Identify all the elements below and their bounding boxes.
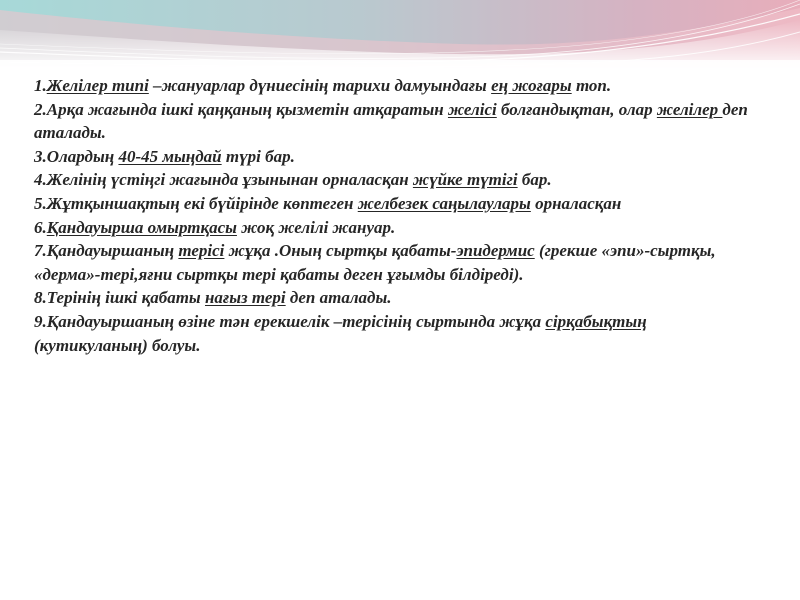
numbered-paragraph-2 — [34, 98, 764, 145]
text-segment: деп аталады. — [285, 288, 392, 308]
decorative-wave-banner — [0, 0, 800, 72]
text-segment: болғандықтан, олар — [496, 99, 657, 119]
numbered-paragraph-3 — [34, 145, 764, 169]
text-segment: (кутикуланың) болуы. — [34, 335, 201, 355]
text-segment: орналасқан — [530, 193, 622, 213]
text-segment: –жануарлар дүниесінің тарихи дамуындағы — [148, 76, 492, 95]
text-segment: 7.Қандауыршаның — [34, 241, 179, 261]
underlined-term: нағыз тері — [204, 288, 286, 308]
text-segment: бар. — [517, 170, 552, 190]
text-segment: 8.Терінің ішкі қабаты — [34, 288, 205, 308]
numbered-paragraph-4 — [34, 168, 764, 192]
underlined-term: желбезек саңылаулары — [357, 193, 531, 213]
text-segment: 2.Арқа жағында ішкі қаңқаның қызметін атқаратын — [34, 99, 448, 119]
numbered-paragraph-8 — [34, 286, 764, 310]
text-segment: жоқ желілі жануар. — [236, 217, 396, 237]
numbered-paragraph-1 — [34, 74, 764, 98]
underlined-term: 40-45 мыңдай — [118, 146, 222, 166]
text-segment: түрі бар. — [221, 146, 295, 166]
text-segment: жұқа .Оның сыртқы қабаты- — [224, 241, 457, 261]
underlined-term: ең жоғары — [491, 76, 572, 95]
underlined-term: Қандауырша омыртқасы — [46, 217, 237, 237]
text-segment: (грекше «эпи»-сыртқы, «дерма»-тері,яғни сыртқы тері қабаты деген ұғымды білдіреді). — [34, 241, 716, 284]
text-segment: 1. — [34, 76, 47, 95]
slide-body-text — [34, 74, 764, 357]
text-segment: топ. — [571, 76, 612, 95]
text-segment: 9.Қандауыршаның өзіне тән ерекшелік –терісінің сыртында жұқа — [34, 311, 546, 331]
underlined-term: желісі — [447, 99, 497, 119]
text-segment: 5.Жұтқыншақтың екі бүйірінде көптеген — [34, 193, 358, 213]
underlined-term: терісі — [178, 241, 225, 261]
underlined-term: эпидермис — [456, 241, 535, 261]
text-segment: 4.Желінің үстіңгі жағында ұзынынан орналасқан — [34, 170, 413, 190]
numbered-paragraph-9 — [34, 310, 764, 357]
underlined-term: жүйке түтігі — [412, 170, 518, 190]
underlined-term: сірқабықтың — [545, 311, 647, 331]
numbered-paragraph-6 — [34, 216, 764, 240]
underlined-term: желілер — [656, 99, 723, 119]
numbered-paragraph-7 — [34, 239, 764, 286]
text-segment: 3.Олардың — [34, 146, 119, 166]
underlined-term: Желілер типі — [46, 76, 149, 95]
text-segment: 6. — [34, 217, 47, 237]
numbered-paragraph-5 — [34, 192, 764, 216]
text-segment: деп аталады. — [34, 99, 748, 143]
